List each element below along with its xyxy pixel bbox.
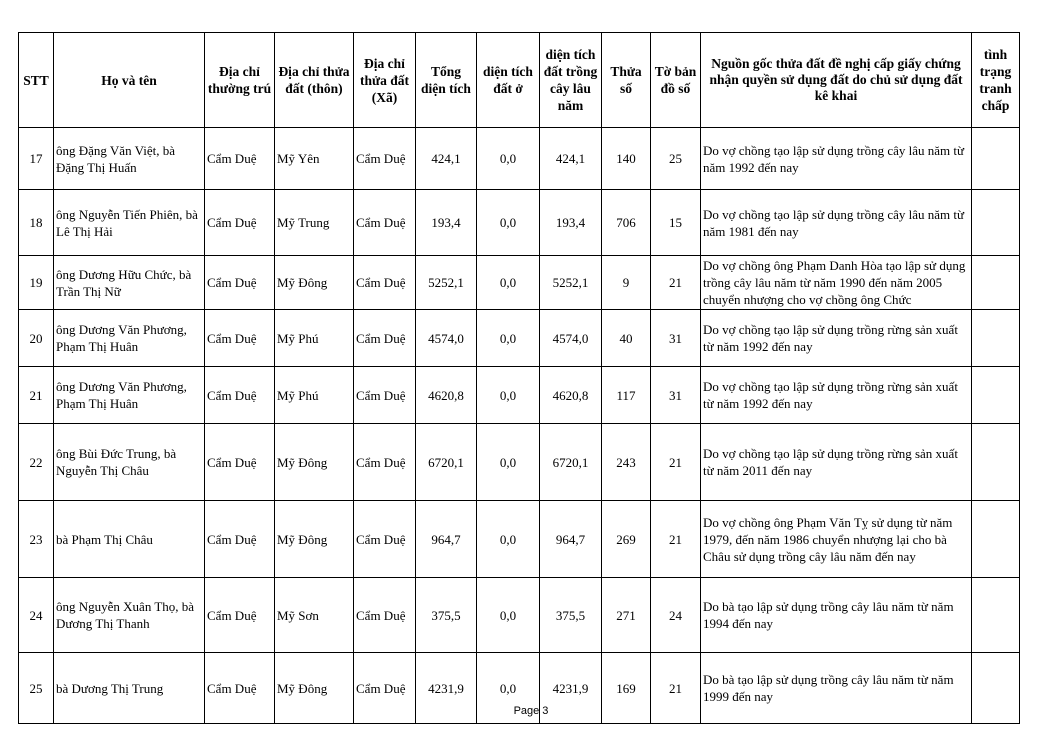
cell-dispute <box>972 367 1020 424</box>
header-map-sheet: Tờ bản đồ số <box>651 33 701 128</box>
header-name: Họ và tên <box>54 33 205 128</box>
cell-village: Mỹ Đông <box>275 256 354 310</box>
cell-stt: 23 <box>19 501 54 578</box>
cell-map-sheet: 31 <box>651 367 701 424</box>
cell-dispute <box>972 190 1020 256</box>
header-parcel-no: Thửa số <box>602 33 651 128</box>
table-row <box>19 190 1020 256</box>
cell-residential-area: 0,0 <box>477 653 540 724</box>
header-total-area: Tổng diện tích <box>416 33 477 128</box>
cell-residential-area: 0,0 <box>477 128 540 190</box>
table-row <box>19 424 1020 501</box>
table-row <box>19 501 1020 578</box>
cell-dispute <box>972 501 1020 578</box>
cell-total-area: 193,4 <box>416 190 477 256</box>
cell-residence: Cẩm Duệ <box>205 310 275 367</box>
cell-map-sheet: 24 <box>651 578 701 653</box>
cell-residence: Cẩm Duệ <box>205 578 275 653</box>
cell-stt: 25 <box>19 653 54 724</box>
cell-stt: 20 <box>19 310 54 367</box>
header-parcel-village: Địa chỉ thửa đất (thôn) <box>275 33 354 128</box>
cell-parcel-no: 140 <box>602 128 651 190</box>
cell-parcel-no: 243 <box>602 424 651 501</box>
cell-residence: Cẩm Duệ <box>205 367 275 424</box>
cell-residential-area: 0,0 <box>477 190 540 256</box>
cell-name: ông Nguyễn Xuân Thọ, bà Dương Thị Thanh <box>54 578 205 653</box>
cell-residence: Cẩm Duệ <box>205 653 275 724</box>
cell-residence: Cẩm Duệ <box>205 190 275 256</box>
header-dispute: tình trạng tranh chấp <box>972 33 1020 128</box>
cell-residence: Cẩm Duệ <box>205 256 275 310</box>
cell-name: ông Dương Văn Phương, Phạm Thị Huân <box>54 367 205 424</box>
cell-name: bà Phạm Thị Châu <box>54 501 205 578</box>
cell-origin: Do vợ chồng tạo lập sử dụng trồng rừng sản xuất từ năm 1992 đến nay <box>701 367 972 424</box>
cell-perennial-area: 193,4 <box>540 190 602 256</box>
cell-map-sheet: 21 <box>651 653 701 724</box>
cell-total-area: 4620,8 <box>416 367 477 424</box>
cell-parcel-no: 40 <box>602 310 651 367</box>
cell-residential-area: 0,0 <box>477 367 540 424</box>
cell-commune: Cẩm Duệ <box>354 128 416 190</box>
cell-perennial-area: 375,5 <box>540 578 602 653</box>
cell-origin: Do bà tạo lập sử dụng trồng cây lâu năm từ năm 1994 đến nay <box>701 578 972 653</box>
cell-perennial-area: 6720,1 <box>540 424 602 501</box>
cell-residential-area: 0,0 <box>477 578 540 653</box>
cell-origin: Do vợ chồng tạo lập sử dụng trồng rừng sản xuất từ năm 2011 đến nay <box>701 424 972 501</box>
cell-map-sheet: 21 <box>651 256 701 310</box>
cell-origin: Do vợ chồng ông Phạm Văn Tỵ sử dụng từ năm 1979, đến năm 1986 chuyển nhượng lại cho bà Châu sử dụng trồng cây lâu năm đến nay <box>701 501 972 578</box>
cell-dispute <box>972 424 1020 501</box>
cell-stt: 21 <box>19 367 54 424</box>
cell-dispute <box>972 310 1020 367</box>
cell-map-sheet: 21 <box>651 424 701 501</box>
cell-village: Mỹ Trung <box>275 190 354 256</box>
cell-name: ông Nguyễn Tiến Phiên, bà Lê Thị Hải <box>54 190 205 256</box>
cell-commune: Cẩm Duệ <box>354 653 416 724</box>
header-residence: Địa chỉ thường trú <box>205 33 275 128</box>
cell-village: Mỹ Phú <box>275 367 354 424</box>
cell-parcel-no: 117 <box>602 367 651 424</box>
cell-name: bà Dương Thị Trung <box>54 653 205 724</box>
header-parcel-commune: Địa chỉ thửa đất (Xã) <box>354 33 416 128</box>
cell-perennial-area: 5252,1 <box>540 256 602 310</box>
table-body <box>19 128 1020 724</box>
cell-commune: Cẩm Duệ <box>354 424 416 501</box>
cell-name: ông Bùi Đức Trung, bà Nguyễn Thị Châu <box>54 424 205 501</box>
cell-origin: Do vợ chồng tạo lập sử dụng trồng cây lâu năm từ năm 1981 đến nay <box>701 190 972 256</box>
cell-total-area: 5252,1 <box>416 256 477 310</box>
cell-village: Mỹ Đông <box>275 424 354 501</box>
cell-commune: Cẩm Duệ <box>354 256 416 310</box>
cell-origin: Do vợ chồng tạo lập sử dụng trồng rừng sản xuất từ năm 1992 đến nay <box>701 310 972 367</box>
cell-total-area: 964,7 <box>416 501 477 578</box>
cell-residential-area: 0,0 <box>477 256 540 310</box>
cell-village: Mỹ Phú <box>275 310 354 367</box>
cell-parcel-no: 169 <box>602 653 651 724</box>
cell-parcel-no: 271 <box>602 578 651 653</box>
cell-commune: Cẩm Duệ <box>354 367 416 424</box>
cell-perennial-area: 424,1 <box>540 128 602 190</box>
cell-residential-area: 0,0 <box>477 501 540 578</box>
cell-commune: Cẩm Duệ <box>354 190 416 256</box>
cell-residential-area: 0,0 <box>477 310 540 367</box>
land-registry-table <box>18 32 1020 724</box>
header-residential-area: diện tích đất ở <box>477 33 540 128</box>
cell-residential-area: 0,0 <box>477 424 540 501</box>
table-row <box>19 578 1020 653</box>
cell-map-sheet: 21 <box>651 501 701 578</box>
page-number: Page 3 <box>513 705 549 717</box>
cell-dispute <box>972 128 1020 190</box>
cell-stt: 18 <box>19 190 54 256</box>
cell-parcel-no: 9 <box>602 256 651 310</box>
cell-perennial-area: 964,7 <box>540 501 602 578</box>
cell-total-area: 424,1 <box>416 128 477 190</box>
cell-name: ông Dương Văn Phương, Phạm Thị Huân <box>54 310 205 367</box>
table-header-row <box>19 33 1020 128</box>
cell-origin: Do bà tạo lập sử dụng trồng cây lâu năm từ năm 1999 đến nay <box>701 653 972 724</box>
cell-total-area: 4231,9 <box>416 653 477 724</box>
cell-parcel-no: 706 <box>602 190 651 256</box>
cell-village: Mỹ Đông <box>275 501 354 578</box>
cell-perennial-area: 4574,0 <box>540 310 602 367</box>
cell-total-area: 375,5 <box>416 578 477 653</box>
header-stt: STT <box>19 33 54 128</box>
table-row <box>19 367 1020 424</box>
cell-stt: 24 <box>19 578 54 653</box>
cell-total-area: 6720,1 <box>416 424 477 501</box>
table-row <box>19 256 1020 310</box>
cell-dispute <box>972 256 1020 310</box>
cell-perennial-area: 4231,9 <box>540 653 602 724</box>
table-row <box>19 128 1020 190</box>
cell-perennial-area: 4620,8 <box>540 367 602 424</box>
cell-commune: Cẩm Duệ <box>354 578 416 653</box>
cell-residence: Cẩm Duệ <box>205 128 275 190</box>
cell-commune: Cẩm Duệ <box>354 501 416 578</box>
cell-village: Mỹ Đông <box>275 653 354 724</box>
cell-commune: Cẩm Duệ <box>354 310 416 367</box>
cell-stt: 17 <box>19 128 54 190</box>
table-row <box>19 310 1020 367</box>
cell-village: Mỹ Sơn <box>275 578 354 653</box>
cell-total-area: 4574,0 <box>416 310 477 367</box>
cell-name: ông Dương Hữu Chức, bà Trần Thị Nữ <box>54 256 205 310</box>
cell-map-sheet: 31 <box>651 310 701 367</box>
cell-residence: Cẩm Duệ <box>205 424 275 501</box>
cell-dispute <box>972 578 1020 653</box>
cell-parcel-no: 269 <box>602 501 651 578</box>
header-origin: Nguồn gốc thửa đất đề nghị cấp giấy chứng nhận quyền sử dụng đất do chủ sử dụng đất kê khai <box>701 33 972 128</box>
cell-residence: Cẩm Duệ <box>205 501 275 578</box>
cell-name: ông Đặng Văn Việt, bà Đặng Thị Huấn <box>54 128 205 190</box>
cell-map-sheet: 25 <box>651 128 701 190</box>
cell-map-sheet: 15 <box>651 190 701 256</box>
cell-stt: 19 <box>19 256 54 310</box>
cell-origin: Do vợ chồng ông Phạm Danh Hòa tạo lập sử dụng trồng cây lâu năm từ năm 1990 đến năm 2005 chuyển nhượng cho vợ chồng ông Chức <box>701 256 972 310</box>
cell-village: Mỹ Yên <box>275 128 354 190</box>
cell-origin: Do vợ chồng tạo lập sử dụng trồng cây lâu năm từ năm 1992 đến nay <box>701 128 972 190</box>
cell-stt: 22 <box>19 424 54 501</box>
header-perennial-area: diện tích đất trồng cây lâu năm <box>540 33 602 128</box>
